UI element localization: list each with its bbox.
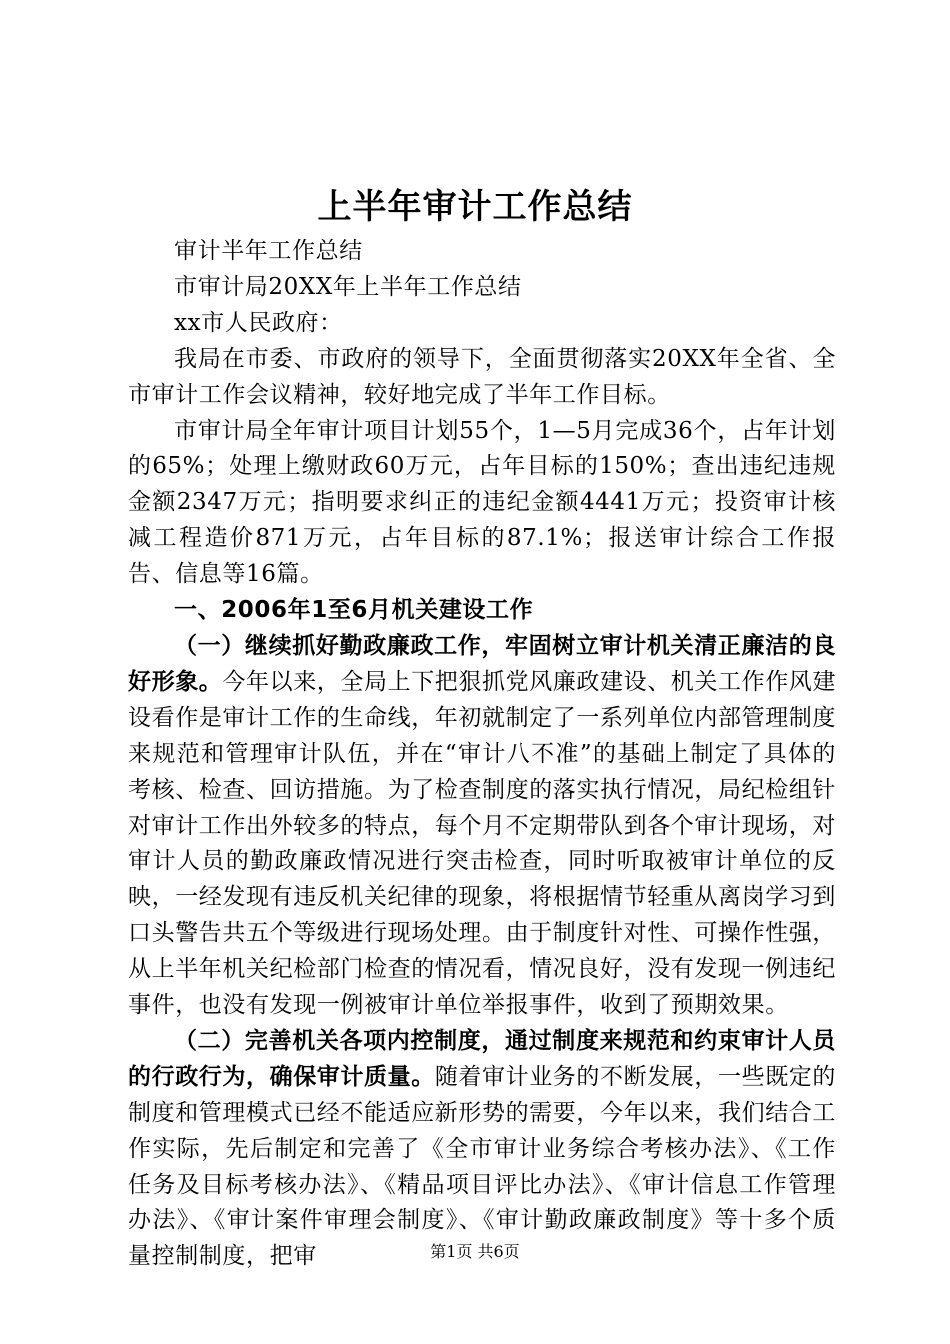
document-body [128,234,836,1275]
paragraph-intro: 我局在市委、市政府的领导下，全面贯彻落实20XX年全省、全市审计工作会议精神，较好地完成了半年工作目标。 [128,345,836,408]
paragraph-subtitle: 审计半年工作总结 [174,238,363,264]
paragraph-section-1 [128,629,836,1024]
paragraph-salutation: xx市人民政府： [174,309,343,336]
document-title: 上半年审计工作总结 [317,187,633,227]
paragraph-report-name: 市审计局20XX年上半年工作总结 [174,273,522,300]
page-footer: 第1页 共6页 [430,1242,520,1261]
section-2-lead: （二）完善机关各项内控制度，通过制度来规范和约束审计人员的行政行为，确保审计质量。 [128,1027,836,1090]
section-1-body: 今年以来，全局上下把狠抓党风廉政建设、机关工作作风建设看作是审计工作的生命线，年初就制定了一系列单位内部管理制度来规范和管理审计队伍，并在“审计八不准”的基础上制定了具体的考核、检查、回访措施。为了检查制度的落实执行情况，局纪检组针对审计工作出外较多的特点，每个月不定期带队到各个审计现场，对审计人员的勤政廉政情况进行突击检查，同时听取被审计单位的反映，一经发现有违反机关纪律的现象，将根据情节轻重从离岗学习到口头警告共五个等级进行现场处理。由于制度针对性、可操作性强，从上半年机关纪检部门检查的情况看，情况良好，没有发现一例违纪事件，也没有发现一例被审计单位举报事件，收到了预期效果。 [128,668,837,1019]
paragraph-section-2 [128,1024,836,1275]
section-2-body: 随着审计业务的不断发展，一些既定的制度和管理模式已经不能适应新形势的需要，今年以来，我们结合工作实际，先后制定和完善了《全市审计业务综合考核办法》、《工作任务及目标考核办法》、《精品项目评比办法》、《审计信息工作管理办法》、《审计案件审理会制度》、《审计勤政廉政制度》等十多个质量控制制度，把审 [128,1063,837,1270]
section-1-lead: （一）继续抓好勤政廉政工作，牢固树立审计机关清正廉洁的良好形象。 [128,632,836,695]
section-heading-1: 一、2006年1至6月机关建设工作 [174,597,534,624]
paragraph-statistics: 市审计局全年审计项目计划55个，1—5月完成36个，占年计划的65%；处理上缴财政60万元，占年目标的150%；查出违纪违规金额2347万元；指明要求纠正的违纪金额4441万元；投资审计核减工程造价871万元，占年目标的87.1%；报送审计综合工作报告、信息等16篇。 [128,417,836,588]
